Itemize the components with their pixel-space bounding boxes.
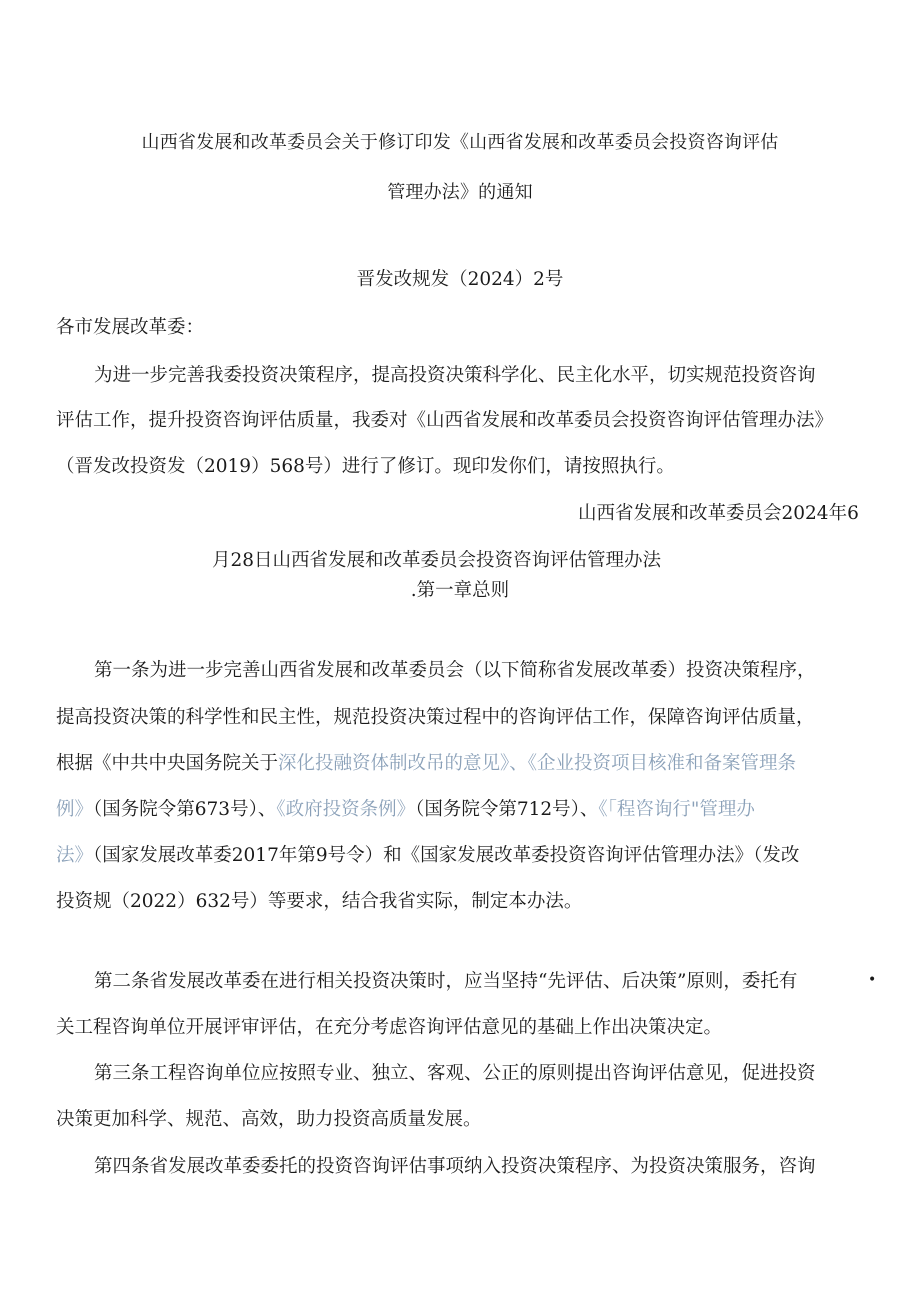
- reference-link-consulting-management[interactable]: 《「程咨询行"管理办: [598, 799, 755, 820]
- reference-link-enterprise-regulation[interactable]: 《企业投资项目核准和备案管理条: [527, 753, 797, 774]
- article2-line2: 关工程咨询单位开展评审评估，在充分考虑咨询评估意见的基础上作出决策决定。: [56, 1017, 723, 1038]
- intro-line-2: 评估工作，提升投资咨询评估质量，我委对《山西省发展和改革委员会投资咨询评估管理办法》: [56, 410, 834, 431]
- article1-text: （国家发展改革委2017年第9号令）和《国家发展改革委投资咨询评估管理办法》（发改: [93, 845, 800, 866]
- article1-line3: [56, 752, 796, 776]
- article2-line1: 第二条省发展改革委在进行相关投资决策时，应当坚持“先评估、后决策”原则，委托有: [94, 971, 798, 992]
- article3-line2: 决策更加科学、规范、高效，助力投资高质量发展。: [56, 1109, 482, 1130]
- intro-line-3: （晋发改投资发（2019）568号）进行了修订。现印发你们，请按照执行。: [56, 456, 675, 477]
- article1-text: （国务院令第712号）、: [415, 799, 599, 820]
- doc-title-line2: 管理办法》的通知: [387, 182, 533, 203]
- reference-link-government-investment[interactable]: 《政府投资条例》: [276, 799, 416, 820]
- article1-text: （国务院令第673号）、: [93, 799, 277, 820]
- reference-link-enterprise-regulation-end[interactable]: 例》: [56, 799, 94, 820]
- bullet-dot: •: [868, 972, 877, 988]
- signature-continuation: 月28日山西省发展和改革委员会投资咨询评估管理办法: [212, 550, 662, 571]
- reference-link-investment-opinion[interactable]: 深化投融资体制改吊的意见》: [278, 753, 510, 774]
- article3-line1: 第三条工程咨询单位应按照专业、独立、客观、公正的原则提出咨询评估意见，促进投资: [94, 1063, 816, 1084]
- article1-text: 根据《中共中央国务院关于: [56, 753, 279, 774]
- doc-title-line1: 山西省发展和改革委员会关于修订印发《山西省发展和改革委员会投资咨询评估: [141, 132, 779, 153]
- article1-line4: [56, 798, 755, 822]
- doc-number: 晋发改规发（2024）2号: [356, 269, 564, 290]
- article1-line6: 投资规（2022）632号）等要求，结合我省实际，制定本办法。: [56, 891, 583, 912]
- article1-line1: 第一条为进一步完善山西省发展和改革委员会（以下简称省发展改革委）投资决策程序，: [94, 660, 816, 681]
- article1-line5: [56, 844, 799, 868]
- article1-line2: 提高投资决策的科学性和民主性，规范投资决策过程中的咨询评估工作，保障咨询评估质量，: [56, 707, 815, 728]
- signature-line: 山西省发展和改革委员会2024年6: [578, 503, 859, 524]
- article4-line1: 第四条省发展改革委委托的投资咨询评估事项纳入投资决策程序、为投资决策服务，咨询: [94, 1156, 816, 1177]
- reference-link-consulting-management-end[interactable]: 法》: [56, 845, 94, 866]
- separator: 、: [509, 753, 528, 774]
- chapter-title: .第一章总则: [410, 580, 510, 601]
- intro-line-1: 为进一步完善我委投资决策程序，提高投资决策科学化、民主化水平，切实规范投资咨询: [94, 365, 816, 386]
- addressee: 各市发展改革委：: [56, 317, 205, 338]
